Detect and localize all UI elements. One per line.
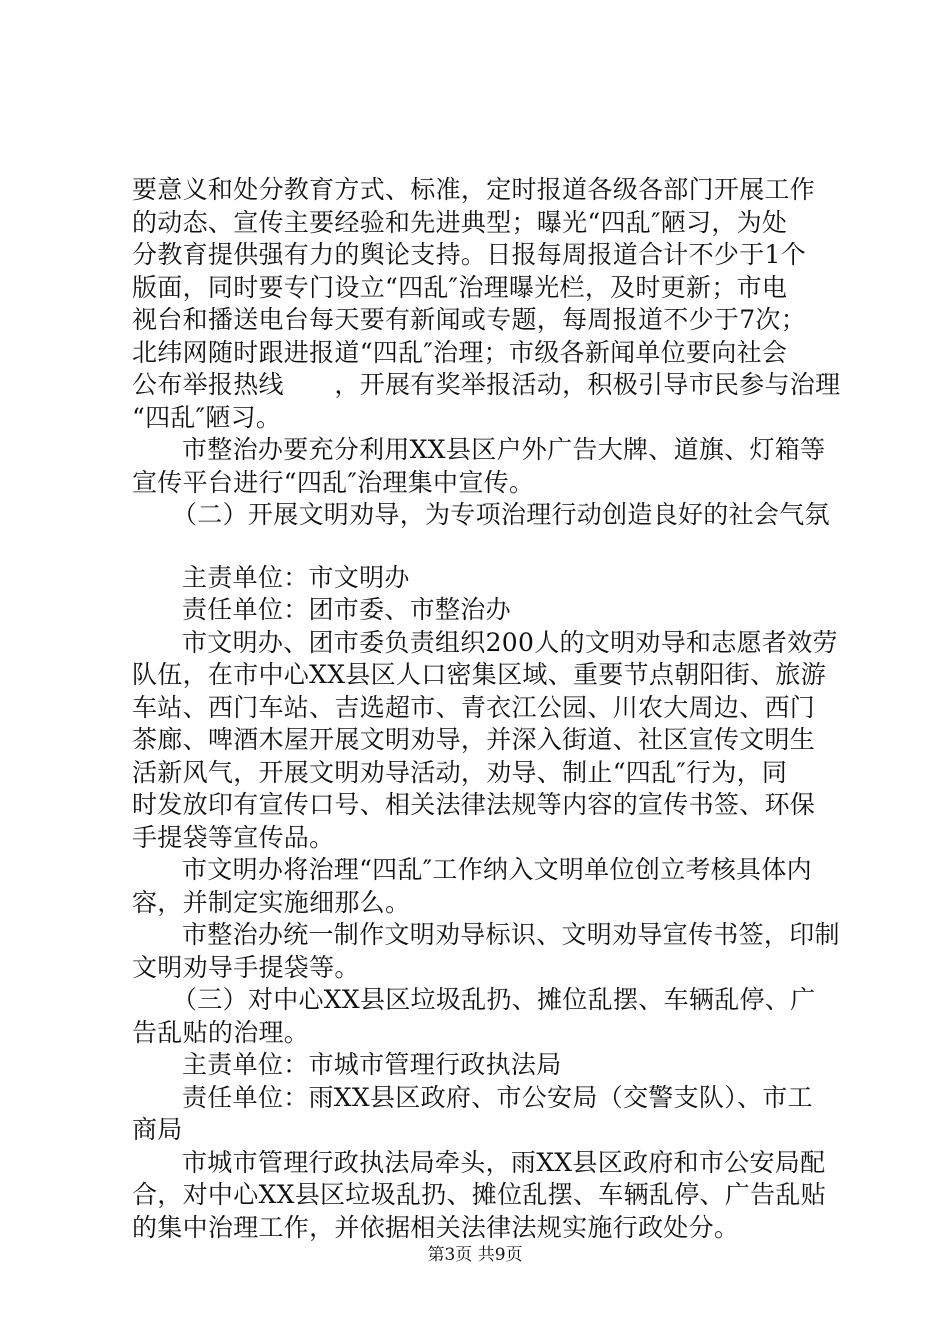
responsible-unit: 主责单位：市城市管理行政执法局 [182, 1050, 562, 1079]
document-body [132, 174, 841, 1244]
paragraph-start: 市文明办将治理“四乱″工作纳入文明单位创立考核具体内 [182, 855, 812, 884]
paragraph-start: 市文明办、团市委负责组织200人的文明劝导和志愿者效劳 [182, 627, 838, 657]
text-line: 茶廊、啤酒木屋开展文明劝导，并深入街道、社区宣传文明生 [132, 725, 816, 754]
text-line: 北纬网随时跟进报道“四乱″治理；市级各新闻单位要向社会 [132, 337, 788, 367]
text-line: 容，并制定实施细那么。 [132, 887, 411, 917]
section-gap [132, 532, 832, 562]
supporting-unit: 责任单位：雨XX县区政府、市公安局（交警支队）、市工 [182, 1082, 813, 1112]
section-heading: （三）对中心XX县区垃圾乱扔、摊位乱摆、车辆乱停、广 [172, 985, 816, 1014]
text-line: 手提袋等宣传品。 [132, 822, 335, 852]
text-line: 版面，同时要专门设立“四乱″治理曝光栏，及时更新；市电 [132, 272, 788, 302]
text-line: 要意义和处分教育方式、标准，定时报道各级各部门开展工作 [132, 175, 816, 204]
paragraph-start: 市城市管理行政执法局牵头，雨XX县区政府和市公安局配 [182, 1147, 826, 1177]
paragraph-start: 市整治办要充分利用XX县区户外广告大牌、道旗、灯箱等 [182, 435, 826, 464]
text-line: 告乱贴的治理。 [132, 1017, 310, 1047]
text-line: 车站、西门车站、吉选超市、青衣江公园、川农大周边、西门 [132, 692, 816, 722]
supporting-unit: 责任单位：团市委、市整治办 [182, 595, 511, 624]
text-line: 宣传平台进行“四乱″治理集中宣传。 [132, 467, 535, 497]
text-line: 合，对中心XX县区垃圾乱扔、摊位乱摆、车辆乱停、广告乱贴 [132, 1180, 826, 1209]
text-line: 公布举报热线 ，开展有奖举报活动，积极引导市民参与治理 [132, 370, 841, 399]
page-number: 第3页 共9页 [427, 1245, 523, 1265]
text-line: 商局 [132, 1115, 183, 1144]
text-line: 队伍，在市中心XX县区人口密集区域、重要节点朝阳街、旅游 [132, 660, 826, 689]
responsible-unit: 主责单位：市文明办 [182, 562, 410, 592]
text-line: “四乱″陋习。 [132, 402, 282, 432]
text-line: 文明劝导手提袋等。 [132, 952, 360, 982]
section-heading: （二）开展文明劝导，为专项治理行动创造良好的社会气氛 [172, 500, 830, 529]
text-line: 的集中治理工作，并依据相关法律法规实施行政处分。 [132, 1212, 740, 1242]
text-line: 的动态、宣传主要经验和先进典型；曝光“四乱″陋习，为处 [132, 207, 788, 237]
paragraph-start: 市整治办统一制作文明劝导标识、文明劝导宣传书签，印制 [182, 920, 840, 949]
text-line: 活新风气，开展文明劝导活动，劝导、制止“四乱″行为，同 [132, 757, 788, 787]
text-line: 分教育提供强有力的舆论支持。日报每周报道合计不少于1个 [132, 240, 807, 269]
text-line: 视台和播送电台每天要有新闻或专题，每周报道不少于7次； [132, 305, 807, 334]
text-line: 时发放印有宣传口号、相关法律法规等内容的宣传书签、环保 [132, 790, 816, 819]
